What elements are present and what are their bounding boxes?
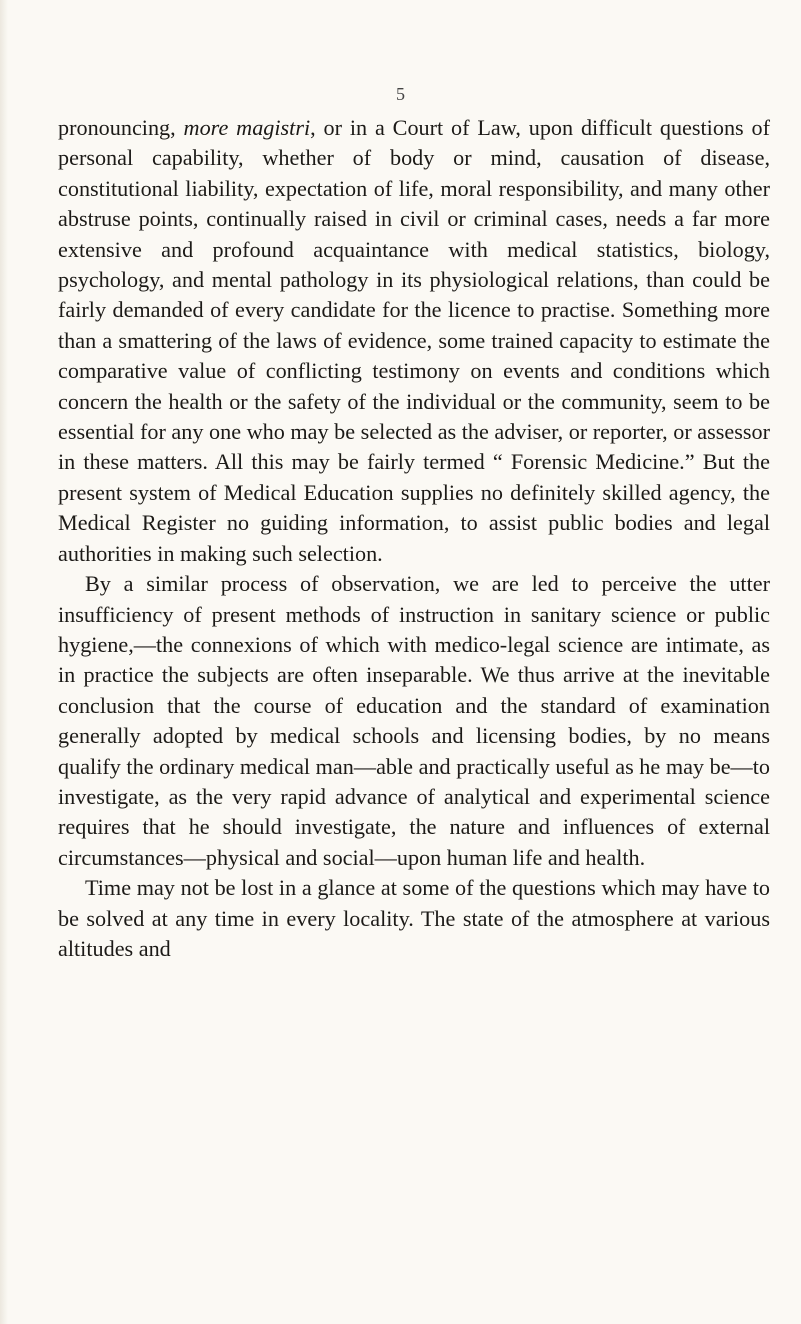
paragraph-3: Time may not be lost in a glance at some of the questions which may have to be solved at any time in every locality. The state of the atmosphere at various altitudes and: [58, 875, 770, 961]
page-edge-shadow: [0, 0, 8, 1324]
paragraph-1-rest: , or in a Court of Law, upon difficult questions of personal capability, whether of body or mind, causation of disease, constitutional liability, expectation of life, moral responsibility, and many other abstruse points, continually raised in civil or criminal cases, needs a far more extensive and profound acquaintance with medical statistics, biology, psychology, and mental pathology in its physiological relations, than could be fairly demanded of every candidate for the licence to practise. Something more than a smattering of the laws of evidence, some trained capacity to estimate the comparative value of conflicting testimony on events and conditions which concern the health or the safety of the individual or the community, seem to be essential for any one who may be selected as the adviser, or reporter, or assessor in these matters. All this may be fairly termed “ Forensic Medicine.” But the present system of Medical Education supplies no definitely skilled agency, the Medical Register no guiding information, to assist public bodies and legal authorities in making such selection.: [58, 115, 770, 566]
paragraph-1: [58, 113, 770, 569]
italic-phrase: more magistri: [183, 115, 311, 140]
body-text: [58, 113, 770, 964]
page-number: 5: [396, 84, 405, 104]
paragraph-1-lead: pronouncing,: [58, 115, 184, 140]
paragraph-2: By a similar process of observation, we are led to perceive the utter insufficiency of present methods of instruction in sanitary science or public hygiene,—the connexions of which with medico-legal science are intimate, as in practice the subjects are often inseparable. We thus arrive at the inevitable conclusion that the course of education and the standard of examination generally adopted by medical schools and licensing bodies, by no means qualify the ordinary medical man—able and practically useful as he may be—to investigate, as the very rapid advance of analytical and experimental science requires that he should investigate, the nature and influences of external circumstances—physical and social—upon human life and health.: [58, 571, 770, 870]
